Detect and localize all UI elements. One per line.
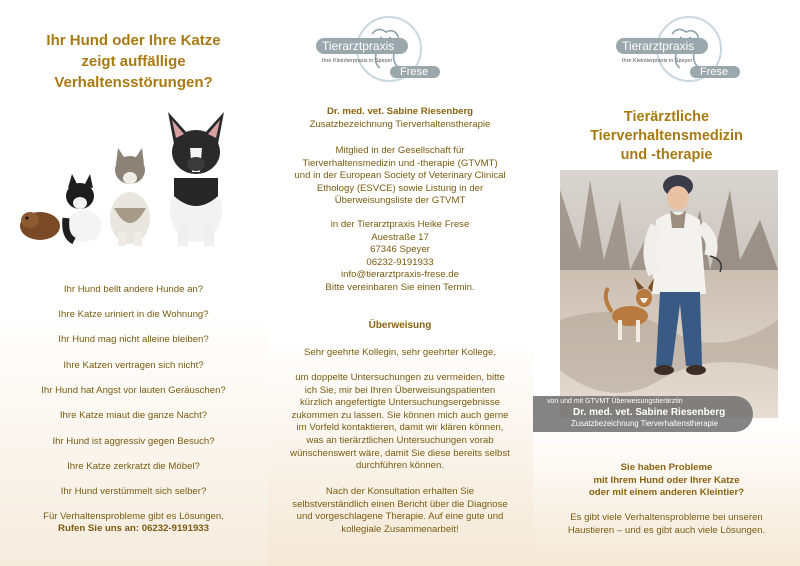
list-item: Ihr Hund verstümmelt sich selber? [60, 486, 207, 497]
email-link[interactable]: info@tierarztpraxis-frese.de [341, 269, 459, 281]
salutation: Sehr geehrte Kollegin, sehr geehrter Kollege, [304, 347, 496, 358]
membership-block: Mitglied in der Gesellschaft für Tierverhaltensmedizin und -therapie (GTVMT) und in der European Society of Veterinary Clinical Ethology (ESVCE) sowie Listung in der Überweisungsliste der GTVMT [294, 145, 506, 207]
left-panel [0, 0, 267, 566]
logo-owner: Frese [390, 66, 440, 78]
panel3-title: Tierärztliche Tierverhaltensmedizin und -therapie [590, 109, 743, 163]
phone-number[interactable]: 06232-9191933 [141, 523, 209, 534]
doctor-name: Dr. med. vet. Sabine Riesenberg [326, 106, 474, 117]
list-item: Ihre Katzen vertragen sich nicht? [63, 360, 204, 371]
list-item: Ihr Hund ist aggressiv gegen Besuch? [52, 436, 215, 447]
list-item: Ihr Hund mag nicht alleine bleiben? [58, 334, 209, 345]
list-item: Ihre Katze miaut die ganze Nacht? [59, 410, 208, 421]
list-item: Ihr Hund bellt andere Hunde an? [63, 284, 204, 295]
address-block: in der Tierarztpraxis Heike Frese Auestraße 17 67346 Speyer 06232-9191933 info@tierarztpraxis-frese.de Bitte vereinbaren Sie einen Termin. [267, 219, 533, 295]
woman-with-dog-photo [560, 170, 778, 418]
closing-text: Nach der Konsultation erhalten Sie selbstverständlich einen Bericht über die Diagnose und vorgeschlagene Therapie. Auf eine gute und kollegiale Zusammenarbeit! [292, 486, 508, 535]
middle-panel [267, 0, 533, 566]
doctor-title: Zusatzbezeichnung Tierverhaltenstherapie [309, 118, 491, 130]
practice-logo [272, 14, 442, 84]
referral-text: um doppelte Untersuchungen zu vermeiden, bitte ich Sie, mir bei Ihren Überweisungspatienten kürzlich angefertigte Untersuchungsergebnisse zukommen zu lassen. Sie können mich auch gerne im Vorfeld kontaktieren, damit wir klären können, was an tierärztlichen Untersuchungen vorab wünschenswert wäre, damit Sie diese bereits selbst durchführen können. [290, 372, 510, 472]
logo-tagline: Ihre Kleintierpraxis in Speyer [322, 58, 393, 64]
logo-name: Tierarztpraxis [316, 38, 408, 54]
phone-number[interactable]: 06232-9191933 [366, 256, 434, 268]
list-item: Ihre Katze uriniert in die Wohnung? [58, 309, 209, 320]
panel1-title: Ihr Hund oder Ihre Katze zeigt auffällige Verhaltensstörungen? [46, 32, 221, 91]
photo-caption: von und mit GTVMT Überweisungstierärztin Dr. med. vet. Sabine Riesenberg Zusatzbezeichnung Tierverhaltenstherapie [533, 396, 753, 432]
practice-logo [572, 14, 742, 84]
list-item: Ihre Katze zerkratzt die Möbel? [67, 461, 200, 472]
logo-owner: Frese [690, 66, 740, 78]
problem-question: Sie haben Probleme mit Ihrem Hund oder Ihrer Katze oder mit einem anderen Kleintier? [588, 462, 745, 499]
right-panel [533, 0, 800, 566]
doctor-block [267, 106, 533, 131]
logo-tagline: Ihre Kleintierpraxis in Speyer [622, 58, 693, 64]
solution-text: Es gibt viele Verhaltensprobleme bei unseren Haustieren – und es gibt auch viele Lösungen. [567, 512, 766, 536]
list-item: Ihr Hund hat Angst vor lauten Geräuschen? [41, 385, 226, 396]
logo-name: Tierarztpraxis [616, 38, 708, 54]
panel1-footer: Für Verhaltensprobleme gibt es Lösungen. Rufen Sie uns an: 06232-9191933 [43, 511, 224, 534]
referral-heading: Überweisung [368, 320, 432, 331]
pets-image [18, 108, 248, 248]
